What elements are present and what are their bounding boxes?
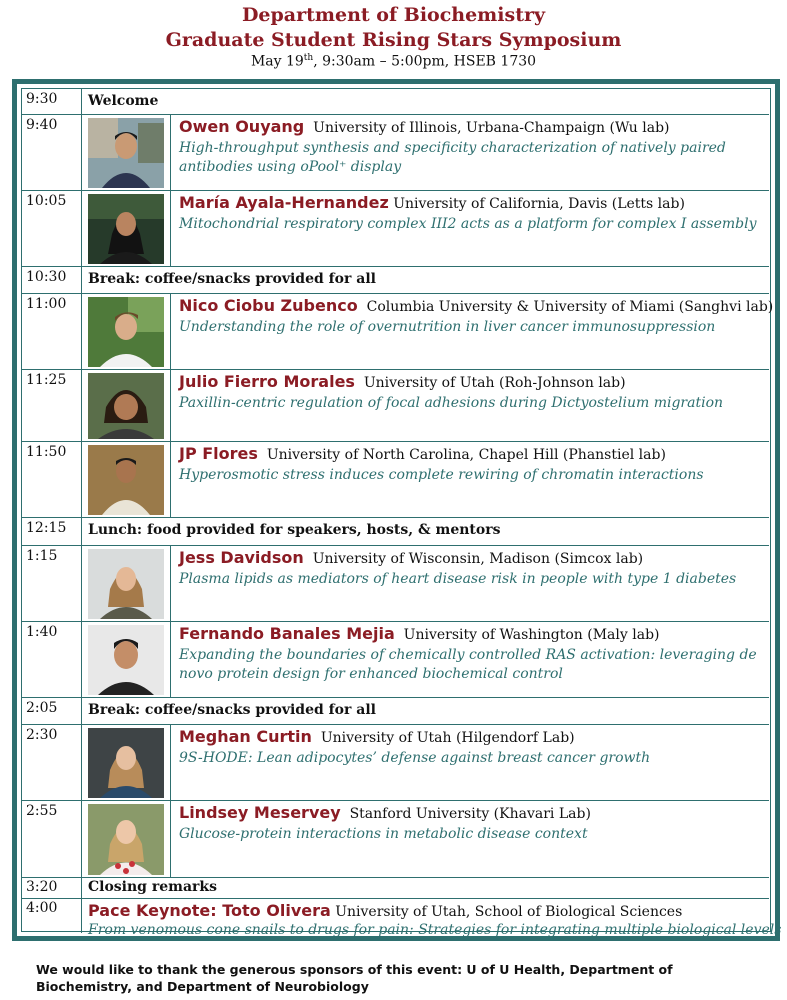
talk-title: Understanding the role of overnutrition in liver cancer immunosuppression <box>179 319 716 335</box>
talk-title: 9S-HODE: Lean adipocytes’ defense against breast cancer growth <box>179 750 651 766</box>
schedule-row <box>22 369 769 441</box>
speaker-name: Fernando Banales Mejia <box>179 624 395 643</box>
row-time: 11:25 <box>26 372 67 388</box>
speaker-name: Julio Fierro Morales <box>179 372 355 391</box>
speaker-affiliation: University of Illinois, Urbana-Champaign (Wu lab) <box>313 120 670 136</box>
talk-title: Paxillin-centric regulation of focal adhesions during Dictyostelium migration <box>179 395 724 411</box>
row-label: Lunch: food provided for speakers, hosts, & mentors <box>88 522 501 538</box>
sponsor-acknowledgement: We would like to thank the generous sponsors of this event: U of U Health, Department of Biochemistry, and Department of Neurobiology <box>36 962 673 994</box>
schedule-row <box>22 697 769 724</box>
speaker-name: Nico Ciobu Zubenco <box>179 296 358 315</box>
row-time: 11:50 <box>26 444 67 460</box>
event-date-location: May 19th, 9:30am – 5:00pm, HSEB 1730 <box>250 53 537 70</box>
talk-title: Plasma lipids as mediators of heart disease risk in people with type 1 diabetes <box>179 571 737 587</box>
schedule-row <box>22 190 769 266</box>
schedule-row <box>22 800 769 877</box>
row-time: 2:30 <box>26 727 58 743</box>
row-time: 12:15 <box>26 520 67 536</box>
schedule-frame <box>12 79 780 941</box>
schedule-row <box>22 441 769 517</box>
speaker-name: Owen Ouyang <box>179 117 305 136</box>
speaker-affiliation: University of Utah (Hilgendorf Lab) <box>320 730 575 746</box>
speaker-affiliation: University of Wisconsin, Madison (Simcox lab) <box>312 551 644 567</box>
speaker-affiliation: University of Utah (Roh-Johnson lab) <box>363 375 626 391</box>
talk-title: Mitochondrial respiratory complex III2 acts as a platform for complex I assembly <box>179 216 757 232</box>
schedule-row <box>22 266 769 293</box>
schedule-row <box>22 293 774 369</box>
talk-title: Hyperosmotic stress induces complete rewiring of chromatin interactions <box>179 467 704 483</box>
speaker-name: Jess Davidson <box>179 548 304 567</box>
speaker-name: Meghan Curtin <box>179 727 312 746</box>
department-title: Department of Biochemistry <box>241 4 546 26</box>
schedule-table <box>21 88 782 938</box>
speaker-affiliation: Columbia University & University of Miami (Sanghvi lab) <box>366 299 774 315</box>
schedule-row <box>22 877 769 898</box>
keynote-affiliation: University of Utah, School of Biological Sciences <box>335 904 683 920</box>
row-time: 1:40 <box>26 624 58 640</box>
talk-title: Expanding the boundaries of chemically controlled RAS activation: leveraging de novo protein design for enhanced biochemical control <box>179 647 757 682</box>
schedule-row <box>22 724 769 800</box>
speaker-affiliation: Stanford University (Khavari Lab) <box>349 806 591 822</box>
schedule-row <box>22 545 769 621</box>
speaker-photo <box>88 549 164 619</box>
row-time: 2:05 <box>26 700 58 716</box>
schedule-row <box>22 114 769 190</box>
speaker-name: María Ayala-Hernandez <box>179 193 389 212</box>
speaker-photo <box>88 804 164 875</box>
speaker-name: Lindsey Meservey <box>179 803 341 822</box>
row-time: 10:05 <box>26 193 67 209</box>
speaker-photo <box>88 373 164 439</box>
schedule-row <box>22 89 769 114</box>
row-time: 11:00 <box>26 296 67 312</box>
keynote-name: Pace Keynote: Toto Olivera <box>88 901 331 920</box>
talk-title: High-throughput synthesis and specificity characterization of natively paired antibodies using oPool⁺ display <box>179 140 726 175</box>
row-time: 1:15 <box>26 548 58 564</box>
row-time: 9:30 <box>26 91 58 107</box>
speaker-affiliation: University of Washington (Maly lab) <box>403 627 660 643</box>
speaker-photo <box>88 194 164 264</box>
speaker-affiliation: University of California, Davis (Letts lab) <box>393 196 685 212</box>
schedule-row <box>22 517 769 545</box>
speaker-name: JP Flores <box>179 444 258 463</box>
row-label: Welcome <box>88 93 159 109</box>
speaker-photo <box>88 625 164 695</box>
row-time: 4:00 <box>26 900 58 916</box>
keynote-title: From venomous cone snails to drugs for pain: Strategies for integrating multiple biological levels <box>88 922 782 938</box>
row-label: Closing remarks <box>88 879 217 895</box>
speaker-photo <box>88 297 164 367</box>
row-time: 3:20 <box>26 879 58 895</box>
row-time: 2:55 <box>26 803 58 819</box>
row-time: 10:30 <box>26 269 67 285</box>
talk-title: Glucose-protein interactions in metabolic disease context <box>179 826 588 842</box>
row-label: Break: coffee/snacks provided for all <box>88 702 376 718</box>
schedule-row <box>22 898 782 938</box>
speaker-photo <box>88 445 164 515</box>
speaker-photo <box>88 118 164 188</box>
row-label: Break: coffee/snacks provided for all <box>88 271 376 287</box>
schedule-row <box>22 621 769 697</box>
symposium-title: Graduate Student Rising Stars Symposium <box>165 29 622 51</box>
speaker-affiliation: University of North Carolina, Chapel Hill (Phanstiel lab) <box>266 447 666 463</box>
speaker-photo <box>88 728 164 798</box>
row-time: 9:40 <box>26 117 58 133</box>
